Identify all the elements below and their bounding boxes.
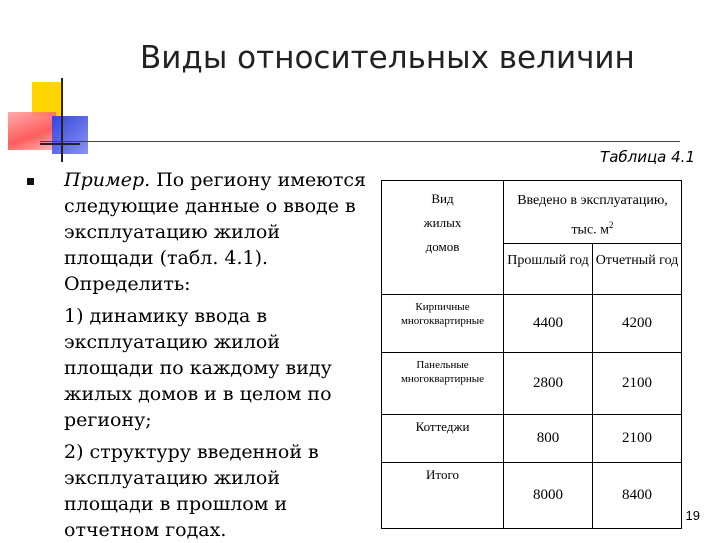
header-unit: тыс. м (571, 222, 610, 238)
task-item-1: 1) динамику ввода в эксплуатацию жилой площади по каждому виду жилых домов и в целом по региону; (64, 305, 332, 431)
row-type: Кирпичные многоквартирные (382, 294, 504, 352)
intro-text: По региону имеются следующие данные о вводе в эксплуатацию жилой площади (табл. 4.1). Определить: (64, 169, 366, 295)
header-curr-year: Отчетный год (593, 243, 682, 294)
body-text (64, 167, 374, 543)
header-main-cell (504, 181, 682, 244)
title-underline (40, 141, 680, 142)
header-prev-year: Прошлый год (504, 243, 593, 294)
table-caption: Таблица 4.1 (600, 148, 695, 166)
data-table (381, 180, 682, 529)
example-label: Пример. (64, 169, 151, 191)
header-type-line: домов (425, 239, 460, 254)
decor-blue-square (52, 116, 88, 154)
table-row (382, 352, 682, 414)
row-prev-value: 2800 (504, 352, 593, 414)
row-prev-value: 4400 (504, 294, 593, 352)
decor-yellow-square (32, 82, 62, 116)
row-type: Панельные многоквартирные (382, 352, 504, 414)
table-header-row (382, 181, 682, 244)
row-prev-value: 800 (504, 414, 593, 462)
row-curr-value: 8400 (593, 462, 682, 528)
task-item-2: 2) структуру введенной в эксплуатацию жилой площади в прошлом и отчетном годах. (64, 441, 319, 541)
intro-paragraph (64, 167, 374, 297)
header-unit-superscript: 2 (609, 220, 614, 230)
header-main-line (504, 213, 681, 243)
row-prev-value: 8000 (504, 462, 593, 528)
header-type-line: жилых (423, 215, 462, 230)
table-row (382, 462, 682, 528)
decor-vertical-line (61, 78, 63, 162)
row-curr-value: 4200 (593, 294, 682, 352)
table-row (382, 414, 682, 462)
header-type-line: Вид (431, 191, 454, 206)
header-type-cell (382, 181, 504, 295)
decor-short-line (40, 143, 80, 145)
page-number: 19 (685, 508, 700, 523)
header-main-line: Введено в эксплуатацию, (517, 193, 668, 208)
slide-title: Виды относительных величин (140, 40, 635, 76)
row-curr-value: 2100 (593, 414, 682, 462)
bullet-square-icon (27, 178, 34, 185)
row-type: Коттеджи (382, 414, 504, 462)
table-row (382, 294, 682, 352)
row-type: Итого (382, 462, 504, 528)
row-curr-value: 2100 (593, 352, 682, 414)
